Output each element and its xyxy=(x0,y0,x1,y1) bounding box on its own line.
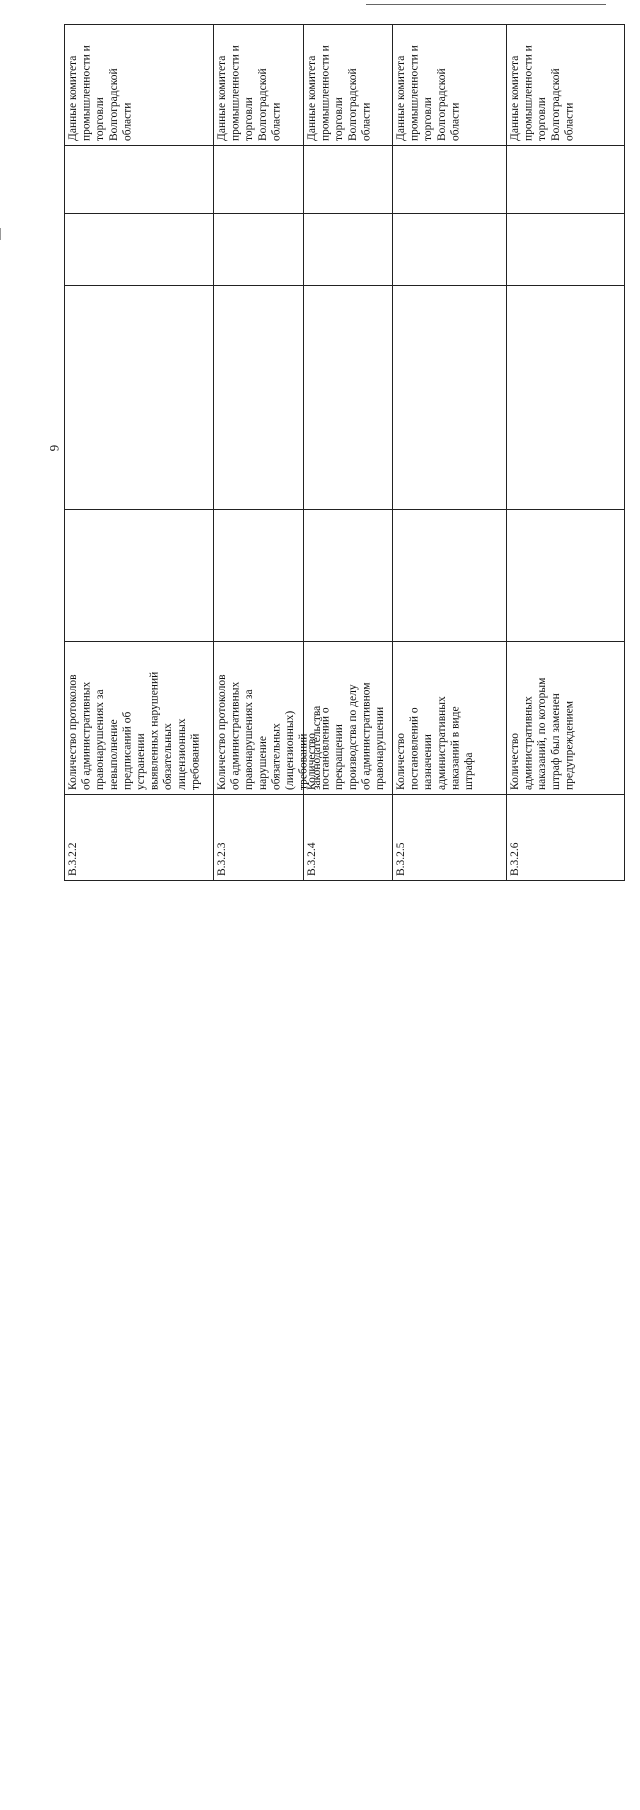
empty-cell xyxy=(65,146,214,214)
empty-cell xyxy=(304,510,393,642)
empty-cell xyxy=(65,214,214,286)
empty-cell xyxy=(507,146,625,214)
empty-cell xyxy=(214,510,304,642)
empty-cell xyxy=(65,286,214,510)
scan-line xyxy=(366,4,606,5)
source-cell: Данные комитета промышленности и торговли Волгоградской области xyxy=(507,25,625,146)
empty-cell xyxy=(304,286,393,510)
empty-cell xyxy=(65,510,214,642)
empty-cell xyxy=(393,146,507,214)
source-cell: Данные комитета промышленности и торговли Волгоградской области xyxy=(304,25,393,146)
code-cell: В.3.2.3 xyxy=(214,795,304,881)
empty-cell xyxy=(507,510,625,642)
source-cell: Данные комитета промышленности и торговли Волгоградской области xyxy=(393,25,507,146)
empty-cell xyxy=(393,214,507,286)
code-cell: В.3.2.4 xyxy=(304,795,393,881)
code-cell: В.3.2.6 xyxy=(507,795,625,881)
indicators-table xyxy=(64,24,624,880)
empty-cell xyxy=(507,214,625,286)
empty-cell xyxy=(507,286,625,510)
empty-cell xyxy=(304,214,393,286)
empty-cell xyxy=(214,286,304,510)
indicator-cell: Количество протоколов об административных правонарушениях за невыполнение предписаний об устранении выявленных нарушений обязательных лицензионных требований xyxy=(65,642,214,795)
empty-cell xyxy=(393,510,507,642)
source-cell: Данные комитета промышленности и торговли Волгоградской области xyxy=(214,25,304,146)
scan-line xyxy=(0,228,1,240)
indicator-cell: Количество протоколов об административных правонарушениях за нарушение обязательных (лицензионных) требований законодательства xyxy=(214,642,304,795)
empty-cell xyxy=(304,146,393,214)
page-number: 6 xyxy=(47,444,62,452)
source-cell: Данные комитета промышленности и торговли Волгоградской области xyxy=(65,25,214,146)
code-cell: В.3.2.2 xyxy=(65,795,214,881)
code-cell: В.3.2.5 xyxy=(393,795,507,881)
indicator-cell: Количество административных наказаний, по которым штраф был заменен предупреждением xyxy=(507,642,625,795)
empty-cell xyxy=(393,286,507,510)
empty-cell xyxy=(214,146,304,214)
empty-cell xyxy=(214,214,304,286)
indicator-cell: Количество постановлений о назначении административных наказаний в виде штрафа xyxy=(393,642,507,795)
indicator-cell: Количество постановлений о прекращении производства по делу об административном правонарушении xyxy=(304,642,393,795)
